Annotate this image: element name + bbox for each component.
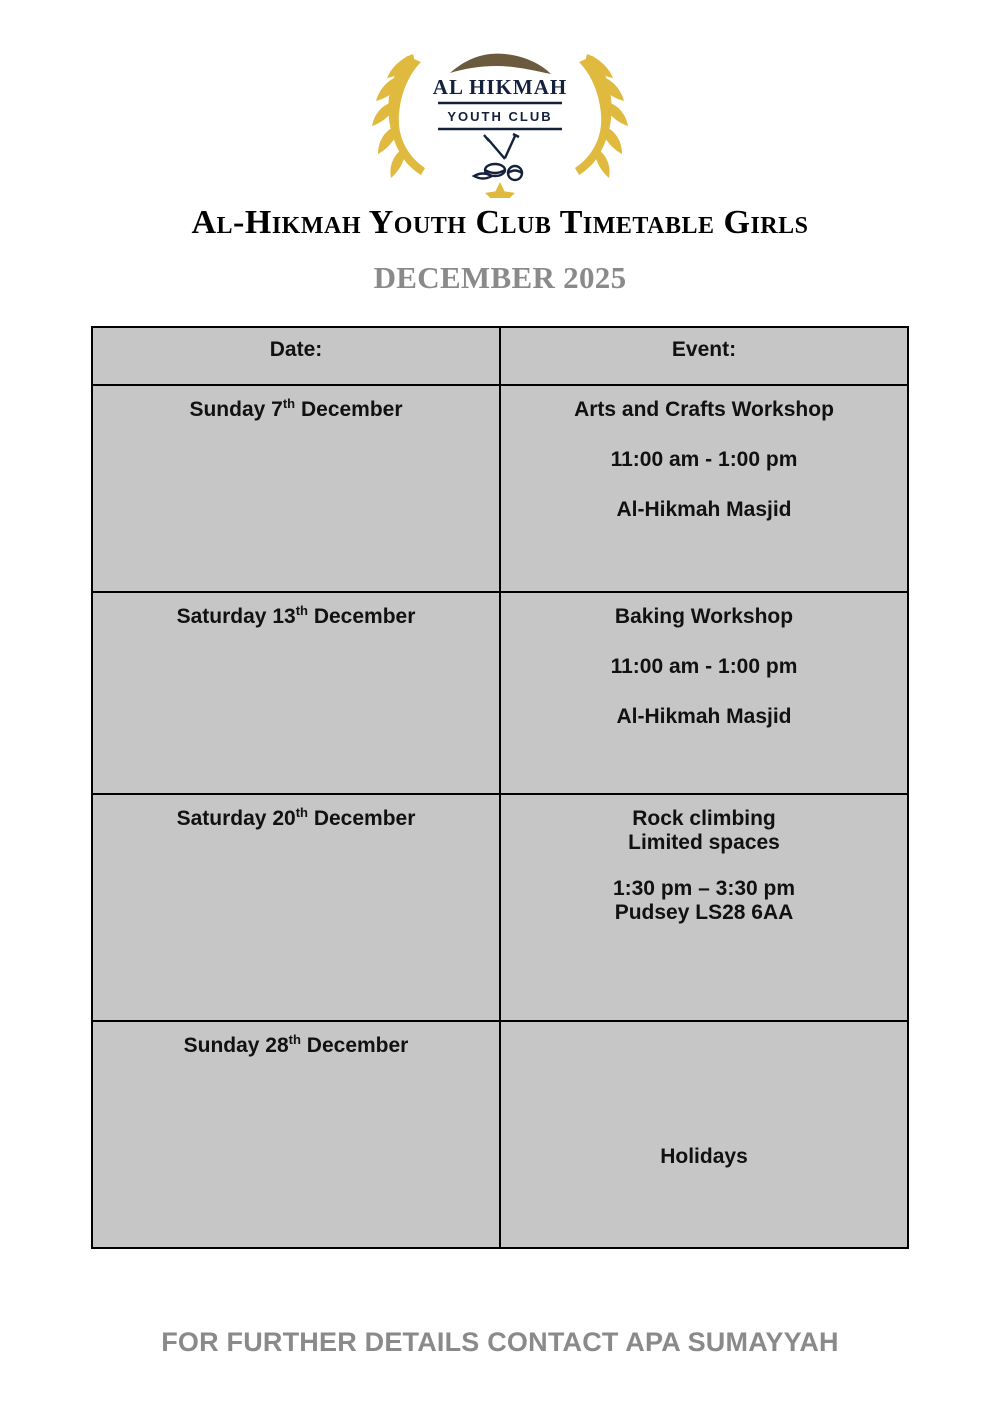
cell-date bbox=[92, 385, 500, 592]
column-header-date: Date: bbox=[92, 327, 500, 385]
spacer bbox=[507, 679, 901, 705]
event-title: Arts and Crafts Workshop bbox=[574, 398, 834, 421]
svg-text:YOUTH CLUB: YOUTH CLUB bbox=[447, 109, 553, 124]
date-text: Sunday 28 bbox=[183, 1034, 289, 1057]
date-ordinal: th bbox=[288, 1032, 301, 1047]
column-header-event: Event: bbox=[500, 327, 908, 385]
cell-event bbox=[500, 1021, 908, 1248]
date-month: December bbox=[307, 807, 416, 830]
spacer bbox=[507, 629, 901, 655]
cell-date bbox=[92, 794, 500, 1021]
al-hikmah-youth-club-logo bbox=[355, 18, 645, 198]
timetable bbox=[91, 326, 909, 1249]
table-row bbox=[92, 592, 908, 794]
date-ordinal: th bbox=[282, 396, 296, 411]
date-ordinal: th bbox=[295, 603, 308, 618]
event-location: Al-Hikmah Masjid bbox=[616, 498, 792, 522]
event-time: 11:00 am - 1:00 pm bbox=[610, 655, 798, 679]
logo-container bbox=[0, 0, 1000, 198]
event-time: 11:00 am - 1:00 pm bbox=[610, 448, 798, 472]
spacer bbox=[507, 855, 901, 877]
date-text: Saturday 20 bbox=[176, 807, 296, 830]
spacer bbox=[507, 422, 901, 448]
date-text: Saturday 13 bbox=[176, 605, 296, 628]
date-ordinal: th bbox=[295, 805, 308, 820]
event-note: Limited spaces bbox=[628, 831, 780, 855]
table-row bbox=[92, 794, 908, 1021]
date-month: December bbox=[295, 398, 403, 421]
date-month: December bbox=[307, 605, 416, 628]
table-header-row bbox=[92, 327, 908, 385]
cell-date bbox=[92, 1021, 500, 1248]
event-time: 1:30 pm – 3:30 pm bbox=[612, 877, 796, 901]
event-location: Pudsey LS28 6AA bbox=[614, 901, 794, 925]
timetable-container bbox=[91, 326, 909, 1249]
cell-event bbox=[500, 794, 908, 1021]
page-title: Al-Hikmah Youth Club Timetable Girls bbox=[191, 204, 809, 241]
event-title: Rock climbing bbox=[632, 807, 776, 830]
table-row bbox=[92, 385, 908, 592]
date-month: December bbox=[300, 1034, 409, 1057]
logo-graphic bbox=[355, 18, 645, 198]
table-row bbox=[92, 1021, 908, 1248]
event-title: Baking Workshop bbox=[614, 605, 794, 628]
cell-date bbox=[92, 592, 500, 794]
svg-text:AL HIKMAH: AL HIKMAH bbox=[432, 75, 568, 99]
event-title: Holidays bbox=[660, 1144, 748, 1168]
date-text: Sunday 7 bbox=[189, 398, 283, 421]
cell-event bbox=[500, 385, 908, 592]
cell-event bbox=[500, 592, 908, 794]
event-location: Al-Hikmah Masjid bbox=[616, 705, 792, 729]
page-subtitle: DECEMBER 2025 bbox=[373, 260, 627, 295]
footer-contact-note: FOR FURTHER DETAILS CONTACT APA SUMAYYAH bbox=[161, 1327, 839, 1357]
spacer bbox=[507, 472, 901, 498]
